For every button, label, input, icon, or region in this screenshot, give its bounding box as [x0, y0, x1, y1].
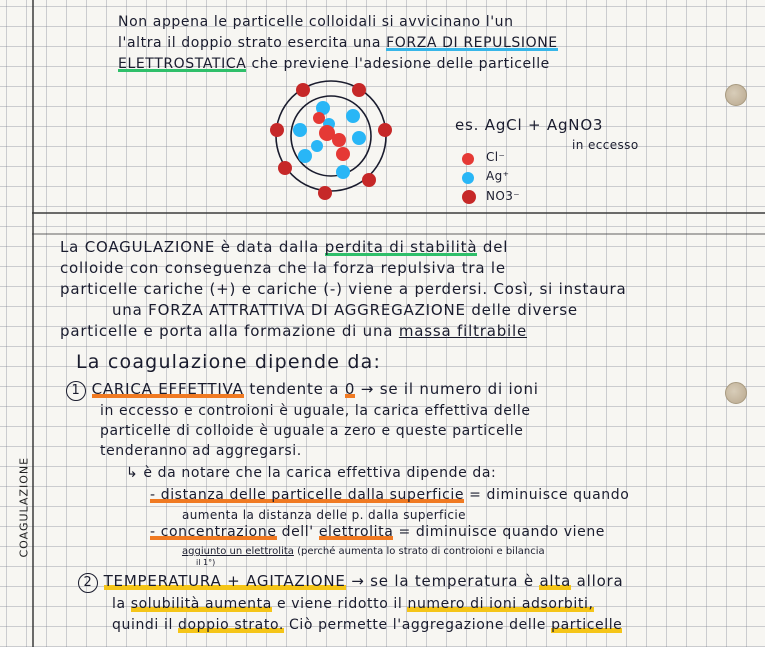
margin-line: [32, 0, 34, 647]
solubility-highlight: solubilità aumenta: [130, 596, 272, 612]
coag-line-4: una FORZA ATTRATTIVA DI AGGREGAZIONE delle diverse: [112, 301, 578, 319]
divider-line: [32, 212, 765, 214]
coag-line-2: colloide con conseguenza che la forza repulsiva tra le: [60, 259, 506, 277]
coag-line-3: particelle cariche (+) e cariche (-) viene a perdersi. Così, si instaura: [60, 280, 627, 298]
intro-line-2: l'altra il doppio strato esercita una FORZA DI REPULSIONE: [118, 35, 558, 51]
legend-dot-ag: [462, 172, 474, 184]
item1-sub2: - concentrazione dell' elettrolita = diminuisce quando viene: [150, 524, 606, 540]
zero-highlight: 0: [344, 380, 356, 398]
item1-sub2-cont: aggiunto un elettrolita (perché aumenta lo strato di controioni e bilancia: [182, 546, 545, 557]
item1-number: 1: [66, 381, 86, 401]
item1-sub1: - distanza delle particelle dalla superficie = diminuisce quando: [150, 487, 630, 503]
electrolyte-highlight: elettrolita: [318, 524, 394, 540]
concentration-highlight: - concentrazione: [150, 524, 277, 540]
filterable-mass: massa filtrabile: [398, 322, 527, 340]
item1-sub2-note: il 1°): [196, 558, 216, 567]
particles-highlight: particelle: [551, 617, 623, 633]
adsorbed-ions-highlight: numero di ioni adsorbiti,: [407, 596, 594, 612]
item2-number: 2: [78, 573, 98, 593]
repulsion-force-highlight: FORZA DI REPULSIONE: [386, 35, 558, 51]
distance-highlight: - distanza delle particelle dalla superficie: [150, 487, 465, 503]
coag-line-5: particelle e porta alla formazione di una massa filtrabile: [60, 322, 527, 340]
temperature-highlight: TEMPERATURA + AGITAZIONE: [103, 572, 346, 590]
example-note: in eccesso: [572, 138, 639, 152]
item1-note: ↳ è da notare che la carica effettiva dipende da:: [126, 465, 497, 481]
legend-dot-cl: [462, 153, 474, 165]
depends-heading: La coagulazione dipende da:: [76, 351, 382, 373]
stability-loss-highlight: perdita di stabilità: [324, 238, 478, 256]
item1-line-3: particelle di colloide è uguale a zero e queste particelle: [100, 423, 524, 439]
electrostatic-highlight: ELETTROSTATICA: [118, 56, 247, 72]
item2-line-1: 2 TEMPERATURA + AGITAZIONE → se la temperatura è alta allora: [78, 572, 624, 593]
legend-label-no3: NO3⁻: [486, 189, 520, 203]
legend-label-ag: Ag⁺: [486, 169, 510, 183]
side-label: COAGULAZIONE: [17, 456, 31, 558]
item1-line-2: in eccesso e controioni è uguale, la carica effettiva delle: [100, 403, 531, 419]
item2-line-2: la solubilità aumenta e viene ridotto il numero di ioni adsorbiti,: [112, 596, 594, 612]
legend-dot-no3: [462, 190, 476, 204]
double-layer-highlight: doppio strato.: [178, 617, 284, 633]
item2-line-3: quindi il doppio strato. Ciò permette l'aggregazione delle particelle: [112, 617, 623, 633]
item1-line-1: 1 CARICA EFFETTIVA tendente a 0 → se il numero di ioni: [66, 380, 539, 401]
binder-hole: [725, 84, 747, 106]
coag-line-1: La COAGULAZIONE è data dalla perdita di stabilità del: [60, 238, 509, 256]
colloid-diagram: [263, 78, 403, 208]
effective-charge-highlight: CARICA EFFETTIVA: [91, 380, 244, 398]
binder-hole: [725, 382, 747, 404]
high-highlight: alta: [539, 572, 572, 590]
example-formula: es. AgCl + AgNO3: [455, 116, 604, 134]
intro-line-1: Non appena le particelle colloidali si avvicinano l'un: [118, 14, 514, 30]
divider-line-2: [32, 233, 765, 235]
intro-line-3: ELETTROSTATICA che previene l'adesione delle particelle: [118, 56, 550, 72]
item1-line-4: tenderanno ad aggregarsi.: [100, 443, 302, 459]
legend-label-cl: Cl⁻: [486, 150, 506, 164]
item1-sub1-cont: aumenta la distanza delle p. dalla superficie: [182, 508, 466, 522]
